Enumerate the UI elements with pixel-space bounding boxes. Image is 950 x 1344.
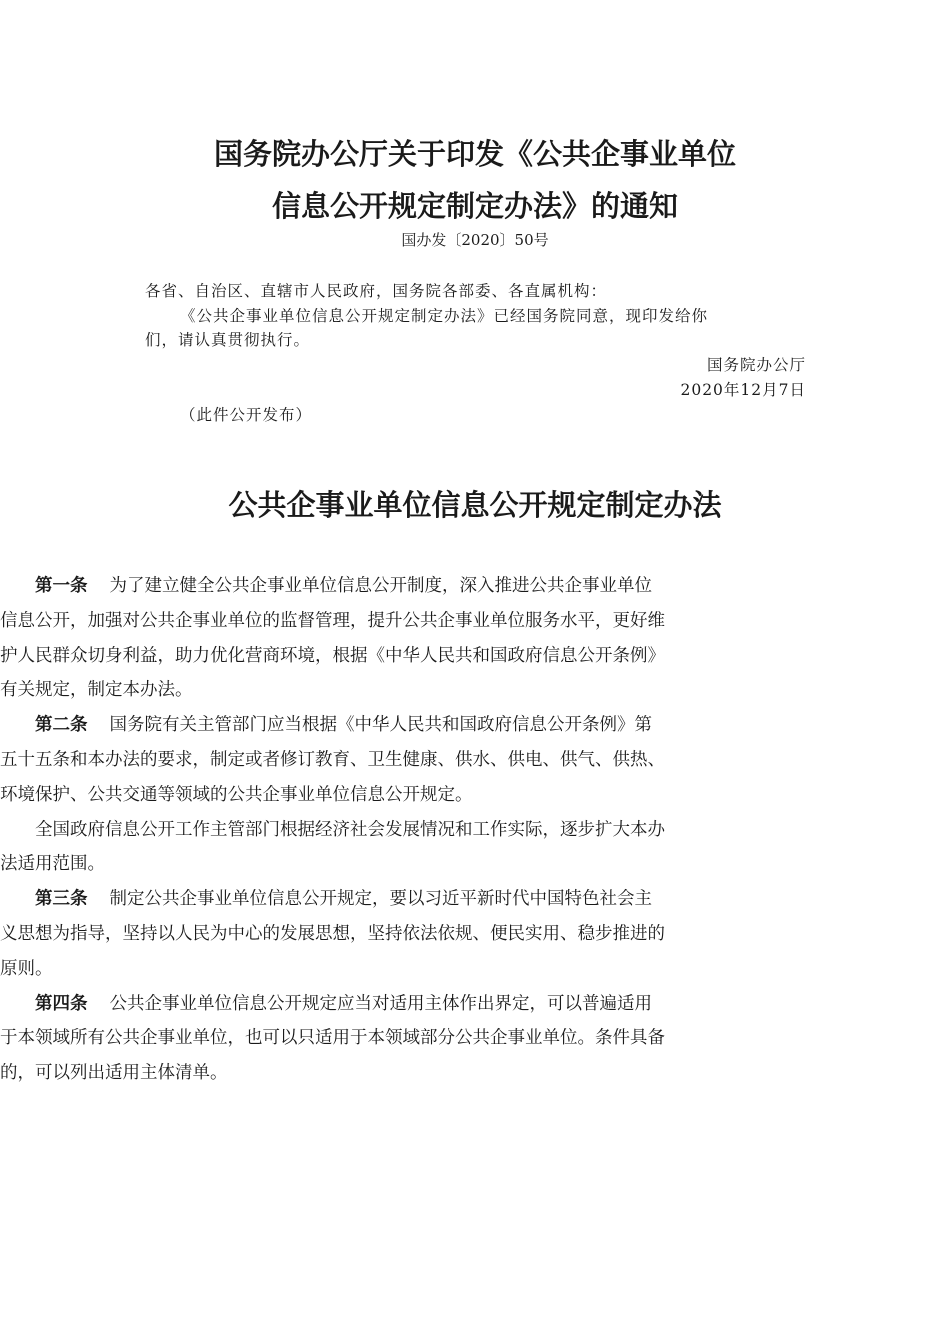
notice-body-line-1: 《公共企事业单位信息公开规定制定办法》已经国务院同意，现印发给你 [180,307,709,325]
article-1 [0,569,665,708]
article-label: 第三条 [35,889,88,910]
article-3 [0,882,665,986]
article-2-paragraph-2 [0,813,665,883]
article-label: 第二条 [35,715,88,736]
issue-date: 2020年12月7日 [680,381,806,399]
document-number: 国办发〔2020〕50号 [401,231,549,249]
issuer: 国务院办公厅 [706,356,806,374]
addressee: 各省、自治区、直辖市人民政府，国务院各部委、各直属机构： [145,282,608,300]
article-text: 制定公共企事业单位信息公开规定，要以习近平新时代中国特色社会主义思想为指导，坚持以人民为中心的发展思想，坚持依法依规、便民实用、稳步推进的原则。 [0,889,665,979]
notice-body-line-2: 们，请认真贯彻执行。 [145,331,311,349]
article-text: 为了建立健全公共企事业单位信息公开制度，深入推进公共企事业单位信息公开，加强对公共企事业单位的监督管理，提升公共企事业单位服务水平，更好维护人民群众切身利益，助力优化营商环境，根据《中华人民共和国政府信息公开条例》有关规定，制定本办法。 [0,576,665,701]
article-text: 全国政府信息公开工作主管部门根据经济社会发展情况和工作实际，逐步扩大本办法适用范围。 [0,819,665,875]
document-title: 公共企事业单位信息公开规定制定办法 [228,488,722,522]
article-label: 第一条 [35,576,88,596]
article-text: 公共企事业单位信息公开规定应当对适用主体作出界定，可以普遍适用于本领域所有公共企事业单位，也可以只适用于本领域部分公共企事业单位。条件具备的，可以列出适用主体清单。 [0,993,665,1084]
article-4 [0,987,665,1091]
article-label: 第四条 [35,993,88,1014]
publication-note: （此件公开发布） [180,406,313,424]
article-text: 国务院有关主管部门应当根据《中华人民共和国政府信息公开条例》第五十五条和本办法的要求，制定或者修订教育、卫生健康、供水、供电、供气、供热、环境保护、公共交通等领域的公共企事业单位信息公开规定。 [0,715,665,805]
notice-title-line-1: 国务院办公厅关于印发《公共企事业单位 [213,137,736,171]
articles-body [0,569,950,1091]
article-2 [0,708,665,812]
notice-title-line-2: 信息公开规定制定办法》的通知 [271,189,678,223]
